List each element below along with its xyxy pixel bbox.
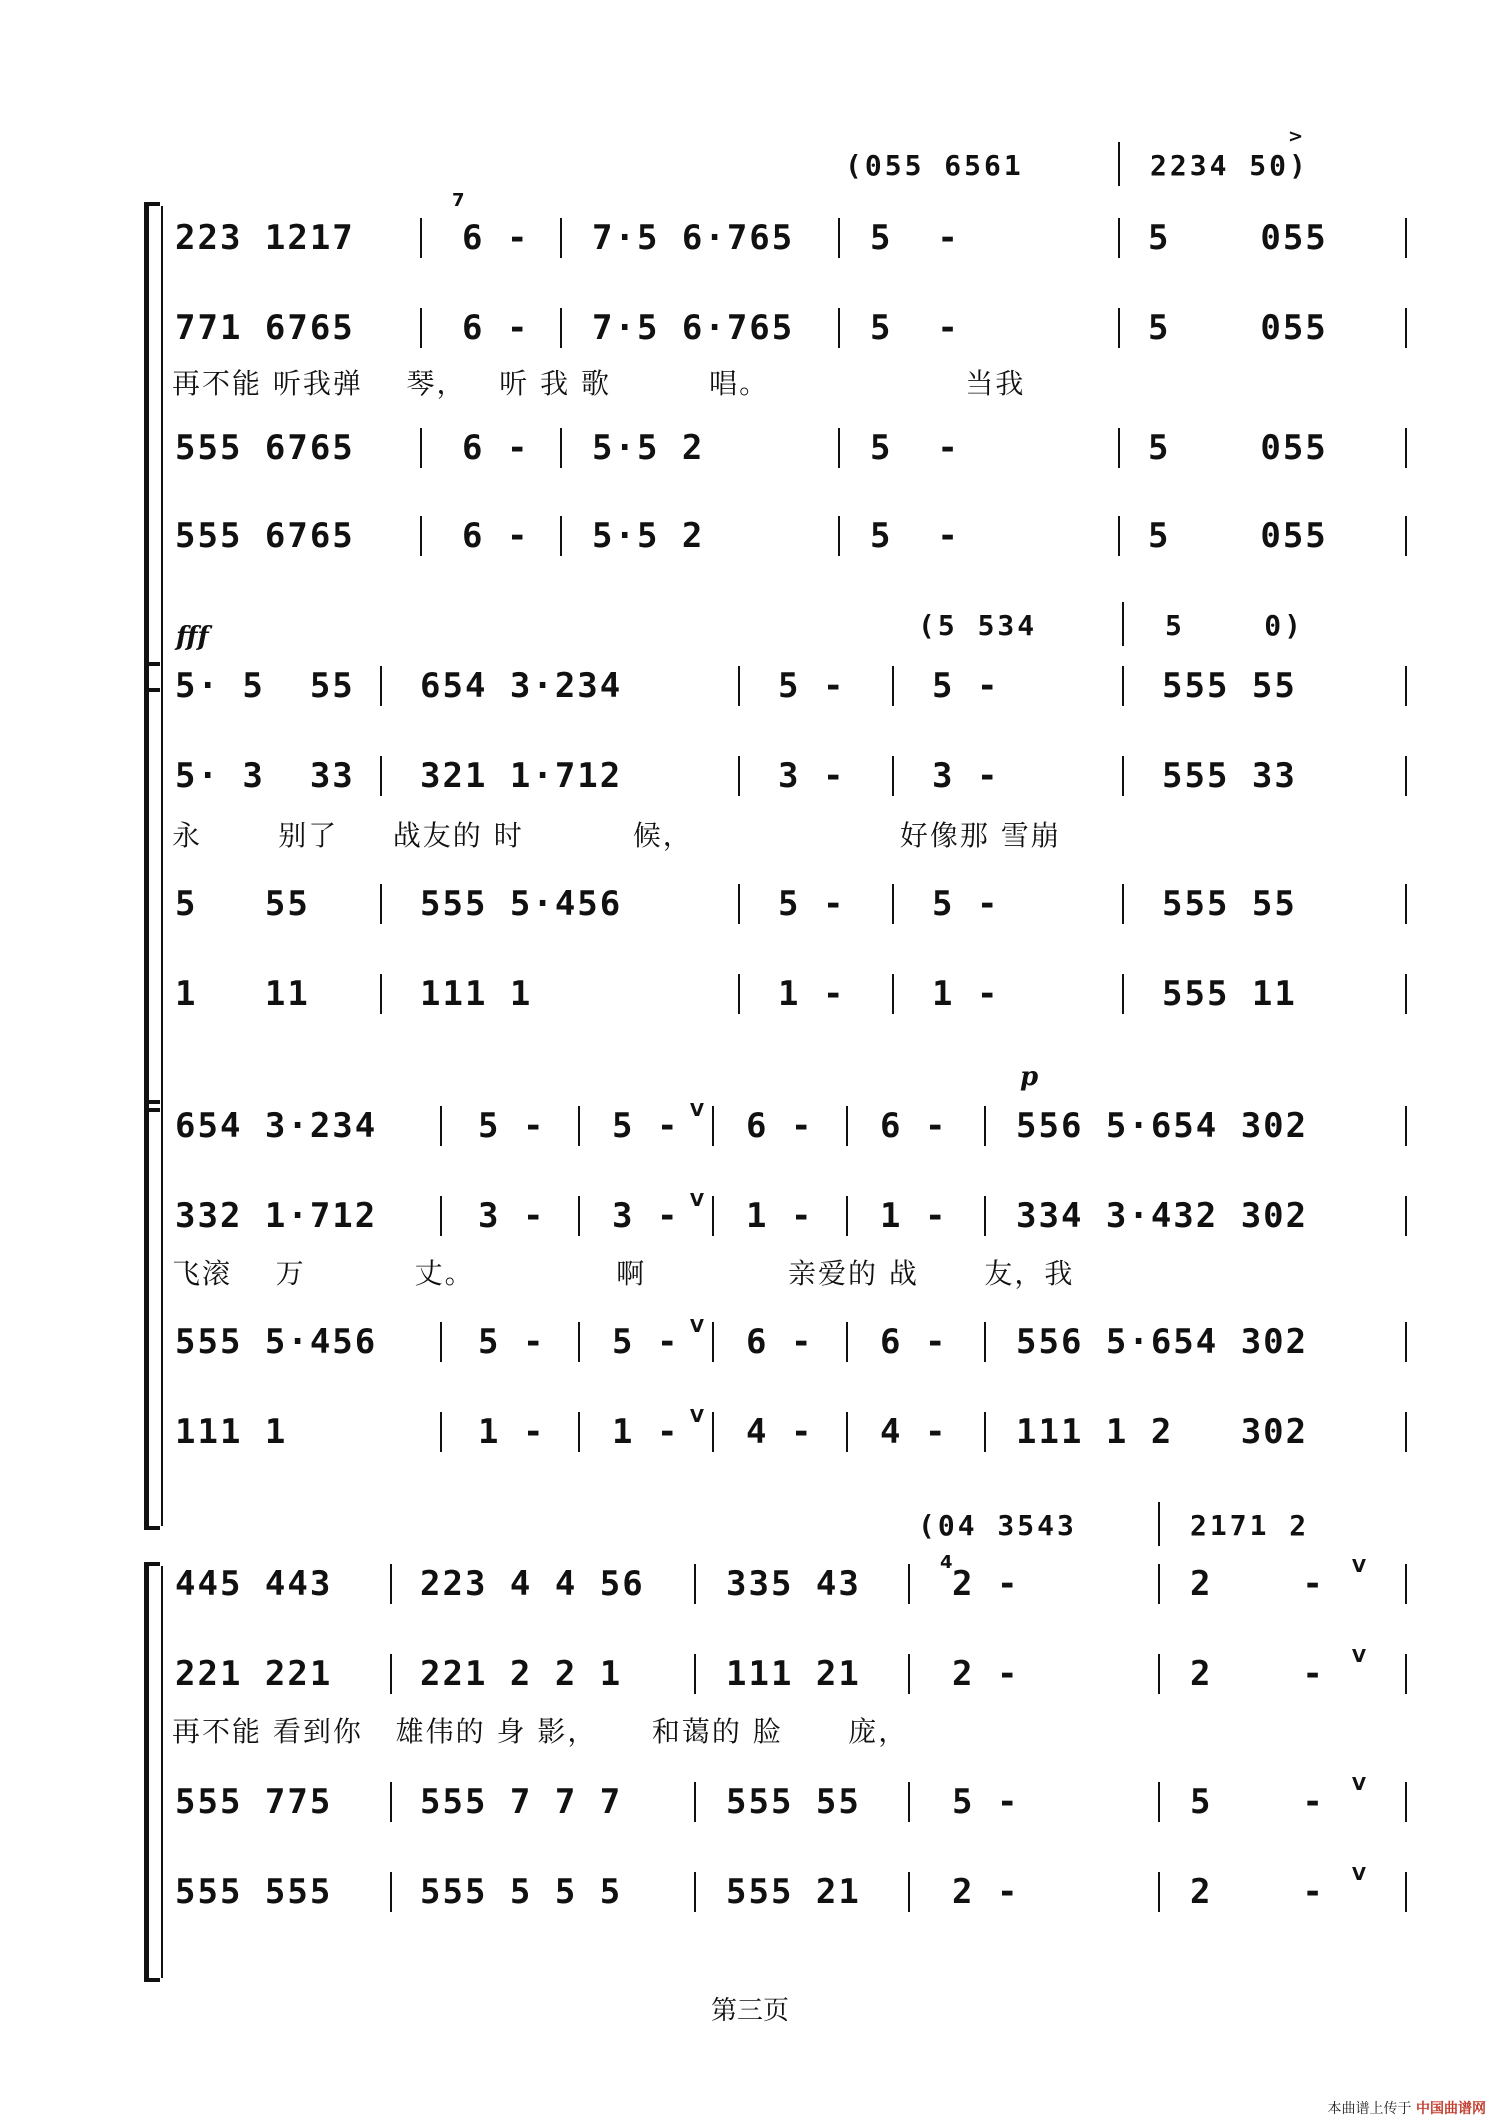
measure: 5 -	[478, 1322, 546, 1362]
measure: 555 21	[726, 1872, 861, 1912]
measure: 445 443	[175, 1564, 333, 1604]
barline	[846, 1322, 848, 1362]
measure: 3 -	[778, 756, 868, 796]
voice-part-4	[0, 968, 1500, 1020]
measure: 3 -	[478, 1196, 546, 1236]
barline	[738, 666, 740, 706]
measure: 6 -	[746, 1322, 814, 1362]
intro-segment: 5 0)	[1165, 609, 1305, 642]
measure: 555 6765	[175, 516, 355, 556]
barline	[560, 308, 562, 348]
voice-part-2	[0, 750, 1500, 802]
barline	[1405, 1564, 1407, 1604]
intro-segment: 2234 50)	[1150, 149, 1309, 182]
measure: 555 775	[175, 1782, 333, 1822]
breath-mark: V	[690, 1406, 704, 1427]
measure: 2 -	[1190, 1872, 1325, 1912]
barline	[738, 974, 740, 1014]
barline	[892, 974, 894, 1014]
measure: 654 3·234	[175, 1106, 378, 1146]
barline	[908, 1654, 910, 1694]
barline	[1118, 218, 1120, 258]
barline	[1158, 1872, 1160, 1912]
measure: 6 -	[880, 1106, 948, 1146]
barline	[560, 428, 562, 468]
measure: 7·5 6·765	[592, 218, 795, 258]
voice-part-1	[0, 1558, 1500, 1610]
intro-segment: (055 6561	[845, 149, 1024, 182]
barline	[984, 1196, 986, 1236]
measure: 6 -	[746, 1106, 814, 1146]
voice-part-3	[0, 1776, 1500, 1828]
barline	[1405, 974, 1407, 1014]
voice-part-2	[0, 1648, 1500, 1700]
barline	[892, 884, 894, 924]
intro-segment: (5 534	[918, 609, 1038, 642]
breath-mark: V	[690, 1190, 704, 1211]
barline	[694, 1654, 696, 1694]
measure: 223 4 4 56	[420, 1564, 645, 1604]
barline	[738, 756, 740, 796]
breath-mark: V	[690, 1316, 704, 1337]
intro-line	[0, 600, 1500, 652]
barline	[892, 756, 894, 796]
measure: 223 1217	[175, 218, 355, 258]
barline	[846, 1196, 848, 1236]
barline	[1158, 1564, 1160, 1604]
barline	[1158, 1782, 1160, 1822]
voice-part-2	[0, 302, 1500, 354]
measure: 1 11	[175, 974, 310, 1014]
measure: 555 6765	[175, 428, 355, 468]
measure: 555 55	[1162, 666, 1297, 706]
measure: 5·5 2	[592, 428, 705, 468]
measure: 5 055	[1148, 516, 1328, 556]
measure: 5· 5 55	[175, 666, 355, 706]
measure: 556 5·654 302	[1016, 1322, 1309, 1362]
barline	[1405, 308, 1407, 348]
measure: 5· 3 33	[175, 756, 355, 796]
measure: 5·5 2	[592, 516, 705, 556]
voice-part-1	[0, 660, 1500, 712]
barline	[578, 1106, 580, 1146]
measure: 1 -	[778, 974, 868, 1014]
measure: 2 -	[1190, 1564, 1325, 1604]
measure: 5 -	[870, 428, 960, 468]
measure: 6 -	[462, 516, 530, 556]
barline	[738, 884, 740, 924]
dynamic-marking: fff	[176, 622, 209, 652]
barline	[1118, 142, 1120, 186]
footer-watermark	[1328, 2098, 1486, 2118]
lyrics-text: 再不能 看到你 雄伟的 身 影， 和蔼的 脸 庞，	[172, 1715, 909, 1748]
measure: 555 5 5 5	[420, 1872, 623, 1912]
measure: 5 055	[1148, 428, 1328, 468]
measure: 5 -	[932, 666, 1000, 706]
barline	[420, 516, 422, 556]
measure: 5 -	[870, 516, 960, 556]
measure: 6 -	[462, 218, 530, 258]
barline	[390, 1654, 392, 1694]
barline	[578, 1412, 580, 1452]
measure: 111 1	[175, 1412, 288, 1452]
measure: 321 1·712	[420, 756, 623, 796]
barline	[694, 1782, 696, 1822]
barline	[380, 974, 382, 1014]
measure: 1 -	[746, 1196, 814, 1236]
measure: 5 -	[1190, 1782, 1325, 1822]
barline	[578, 1196, 580, 1236]
barline	[1122, 974, 1124, 1014]
barline	[1122, 756, 1124, 796]
measure: 2 -	[1190, 1654, 1325, 1694]
barline	[838, 308, 840, 348]
barline	[694, 1564, 696, 1604]
barline	[984, 1412, 986, 1452]
measure: 555 5·456	[175, 1322, 378, 1362]
intro-segment: 2171 2	[1190, 1509, 1310, 1542]
barline	[1405, 1654, 1407, 1694]
barline	[1405, 1106, 1407, 1146]
measure: 4 -	[880, 1412, 948, 1452]
barline	[420, 428, 422, 468]
time-signature-mark: 7	[452, 190, 465, 211]
measure: 5 -	[612, 1322, 680, 1362]
measure: 1 -	[612, 1412, 680, 1452]
measure: 7·5 6·765	[592, 308, 795, 348]
voice-part-4	[0, 1406, 1500, 1458]
barline	[420, 308, 422, 348]
barline	[838, 218, 840, 258]
measure: 1 -	[880, 1196, 948, 1236]
barline	[846, 1412, 848, 1452]
measure: 5 055	[1148, 308, 1328, 348]
barline	[1405, 1322, 1407, 1362]
system-brace	[144, 1562, 160, 1982]
barline	[420, 218, 422, 258]
barline	[984, 1106, 986, 1146]
barline	[1118, 516, 1120, 556]
intro-line	[0, 1500, 1500, 1552]
barline	[1405, 1196, 1407, 1236]
measure: 334 3·432 302	[1016, 1196, 1309, 1236]
barline	[1405, 884, 1407, 924]
barline	[440, 1322, 442, 1362]
lyrics-line	[0, 1248, 1500, 1300]
barline	[1405, 428, 1407, 468]
measure: 111 21	[726, 1654, 861, 1694]
measure: 111 1	[420, 974, 533, 1014]
measure: 5 -	[952, 1782, 1020, 1822]
measure: 332 1·712	[175, 1196, 378, 1236]
measure: 555 11	[1162, 974, 1297, 1014]
barline	[694, 1872, 696, 1912]
measure: 6 -	[462, 428, 530, 468]
measure: 5 -	[778, 884, 868, 924]
barline	[838, 516, 840, 556]
measure: 555 5·456	[420, 884, 623, 924]
measure: 5 -	[612, 1106, 680, 1146]
voice-part-3	[0, 878, 1500, 930]
barline	[390, 1782, 392, 1822]
voice-part-3	[0, 1316, 1500, 1368]
barline	[1405, 1412, 1407, 1452]
barline	[1158, 1654, 1160, 1694]
measure: 556 5·654 302	[1016, 1106, 1309, 1146]
measure: 5 -	[870, 308, 960, 348]
accent-mark: >	[1288, 126, 1304, 147]
barline	[1405, 218, 1407, 258]
measure: 654 3·234	[420, 666, 623, 706]
breath-mark: V	[1352, 1556, 1366, 1577]
intro-segment: (04 3543	[918, 1509, 1077, 1542]
barline	[838, 428, 840, 468]
barline	[1122, 602, 1124, 646]
measure: 3 -	[932, 756, 1000, 796]
measure: 221 221	[175, 1654, 333, 1694]
barline	[560, 218, 562, 258]
barline	[1118, 308, 1120, 348]
lyrics-line	[0, 1706, 1500, 1758]
measure: 6 -	[880, 1322, 948, 1362]
barline	[892, 666, 894, 706]
measure: 5 -	[870, 218, 960, 258]
measure: 221 2 2 1	[420, 1654, 623, 1694]
voice-part-3	[0, 422, 1500, 474]
footer-prefix: 本曲谱上传于	[1327, 2101, 1412, 2117]
barline	[1158, 1502, 1160, 1546]
barline	[440, 1412, 442, 1452]
breath-mark: V	[1352, 1864, 1366, 1885]
breath-mark: V	[1352, 1646, 1366, 1667]
barline	[1122, 884, 1124, 924]
measure: 2 -	[952, 1654, 1020, 1694]
measure: 5 55	[175, 884, 310, 924]
measure: 3 -	[612, 1196, 680, 1236]
measure: 4 -	[746, 1412, 814, 1452]
footer-brand: 中国曲谱网	[1416, 2101, 1486, 2117]
intro-line	[0, 126, 1500, 192]
voice-part-4	[0, 1866, 1500, 1918]
voice-part-4	[0, 510, 1500, 562]
measure: 555 55	[1162, 884, 1297, 924]
measure: 555 555	[175, 1872, 333, 1912]
barline	[578, 1322, 580, 1362]
measure: 2 -	[952, 1564, 1020, 1604]
voice-part-2	[0, 1190, 1500, 1242]
barline	[380, 666, 382, 706]
barline	[560, 516, 562, 556]
barline	[390, 1872, 392, 1912]
measure: 771 6765	[175, 308, 355, 348]
barline	[712, 1106, 714, 1146]
lyrics-line	[0, 358, 1500, 410]
measure: 555 33	[1162, 756, 1297, 796]
time-signature-mark: 4	[940, 1552, 953, 1573]
barline	[712, 1322, 714, 1362]
barline	[908, 1872, 910, 1912]
barline	[1405, 666, 1407, 706]
barline	[712, 1412, 714, 1452]
lyrics-text: 再不能 听我弹 琴， 听 我 歌 唱。 当我	[172, 367, 1026, 400]
measure: 111 1 2 302	[1016, 1412, 1309, 1452]
barline	[380, 884, 382, 924]
measure: 2 -	[952, 1872, 1020, 1912]
barline	[1405, 516, 1407, 556]
voice-part-1	[0, 212, 1500, 264]
barline	[1118, 428, 1120, 468]
barline	[1405, 1872, 1407, 1912]
measure: 555 55	[726, 1782, 861, 1822]
voice-part-1	[0, 1100, 1500, 1152]
barline	[440, 1106, 442, 1146]
measure: 1 -	[478, 1412, 546, 1452]
breath-mark: V	[1352, 1774, 1366, 1795]
barline	[984, 1322, 986, 1362]
system-brace	[144, 1100, 160, 1530]
barline	[908, 1782, 910, 1822]
measure: 555 7 7 7	[420, 1782, 623, 1822]
lyrics-text: 飞滚 万 丈。 啊 亲爱的 战 友，我	[172, 1257, 1075, 1290]
measure: 5 -	[478, 1106, 546, 1146]
barline	[712, 1196, 714, 1236]
measure: 5 -	[778, 666, 868, 706]
measure: 1 -	[932, 974, 1000, 1014]
barline	[1405, 756, 1407, 796]
page-number: 第三页	[710, 1996, 789, 2026]
measure: 335 43	[726, 1564, 861, 1604]
lyrics-line	[0, 810, 1500, 862]
barline	[846, 1106, 848, 1146]
barline	[1405, 1782, 1407, 1822]
barline	[1122, 666, 1124, 706]
breath-mark: V	[690, 1100, 704, 1121]
barline	[440, 1196, 442, 1236]
barline	[908, 1564, 910, 1604]
dynamic-marking: p	[1020, 1062, 1039, 1092]
measure: 6 -	[462, 308, 530, 348]
measure: 5 -	[932, 884, 1000, 924]
lyrics-text: 永 别了 战友的 时 候， 好像那 雪崩	[172, 819, 1061, 852]
barline	[390, 1564, 392, 1604]
measure: 5 055	[1148, 218, 1328, 258]
barline	[380, 756, 382, 796]
